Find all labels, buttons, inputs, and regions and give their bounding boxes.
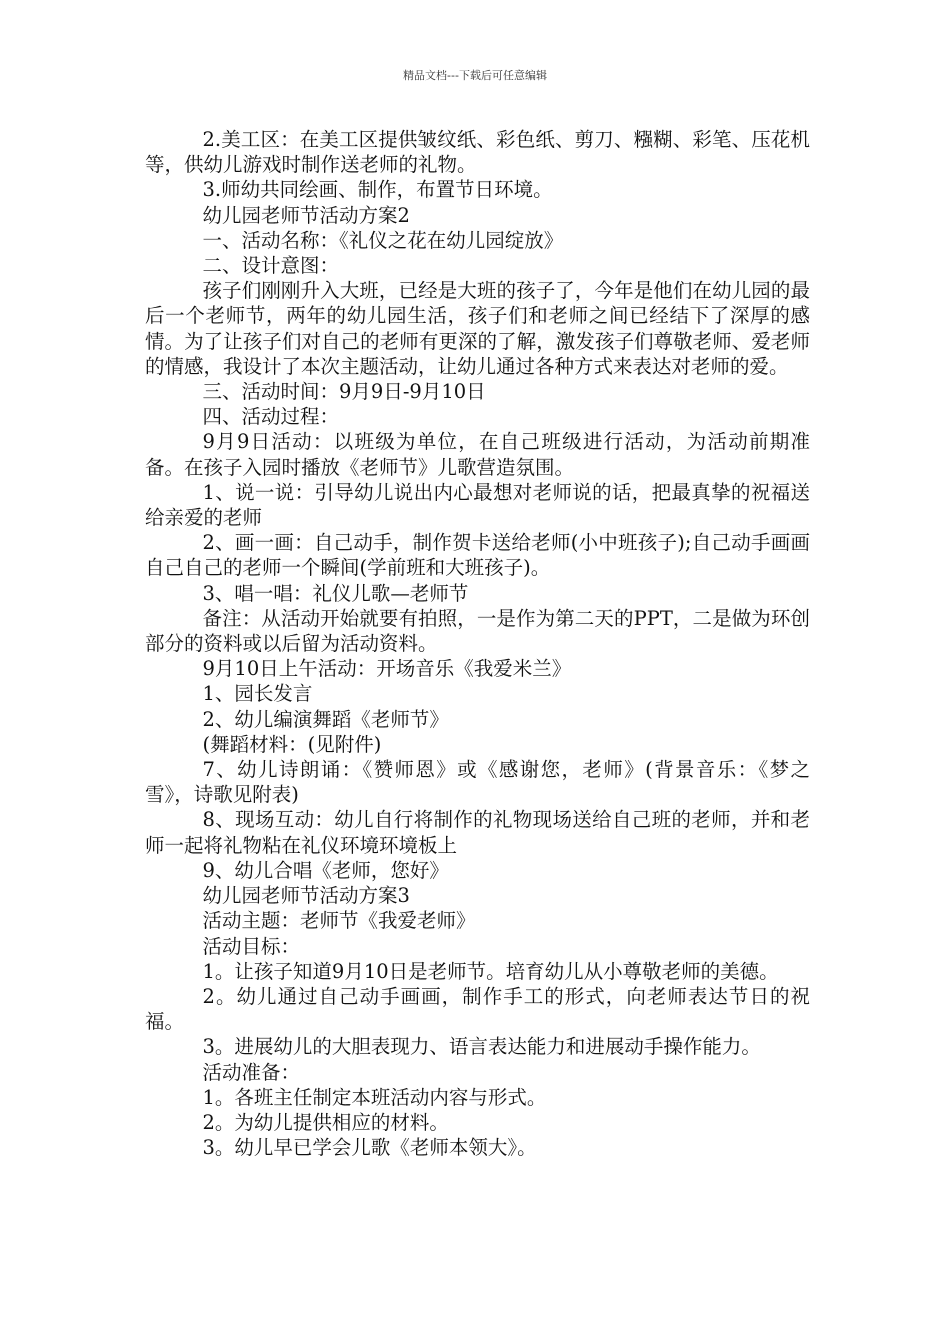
paragraph-activity-process-heading: 四、活动过程： bbox=[202, 405, 340, 429]
paragraph-chorus: 9、幼儿合唱《老师，您好》 bbox=[202, 858, 449, 882]
paragraph-environment: 3.师幼共同绘画、制作，布置节日环境。 bbox=[202, 178, 553, 202]
paragraph-dance-material: (舞蹈材料：(见附件) bbox=[202, 732, 382, 756]
paragraph-preparation-heading: 活动准备： bbox=[202, 1060, 301, 1084]
paragraph-design-intent-heading: 二、设计意图： bbox=[202, 254, 340, 278]
paragraph-goals-heading: 活动目标： bbox=[202, 934, 301, 958]
paragraph-say: 1、说一说：引导幼儿说出内心最想对老师说的话，把最真挚的祝福送给亲爱的老师 bbox=[145, 480, 810, 530]
paragraph-interaction: 8、现场互动：幼儿自行将制作的礼物现场送给自己班的老师，并和老师一起将礼物粘在礼仪环境环境板上 bbox=[145, 808, 810, 857]
section-heading-plan-3: 幼儿园老师节活动方案3 bbox=[202, 884, 410, 908]
paragraph-prep-2: 2。为幼儿提供相应的材料。 bbox=[202, 1110, 449, 1134]
paragraph-prep-3: 3。幼儿早已学会儿歌《老师本领大》。 bbox=[202, 1136, 537, 1160]
paragraph-poem-recital: 7、幼儿诗朗诵：《赞师恩》或《感谢您，老师》(背景音乐：《梦之雪》，诗歌见附表) bbox=[145, 758, 810, 807]
paragraph-activity-time: 三、活动时间：9月9日-9月10日 bbox=[202, 380, 486, 404]
page-header: 精品文档---下载后可任意编辑 bbox=[403, 69, 547, 82]
paragraph-goal-2: 2。幼儿通过自己动手画画，制作手工的形式，向老师表达节日的祝福。 bbox=[145, 984, 810, 1034]
paragraph-note: 备注：从活动开始就要有拍照，一是作为第二天的PPT，二是做为环创部分的资料或以后留为活动资料。 bbox=[145, 606, 810, 656]
paragraph-sep10-morning: 9月10日上午活动：开场音乐《我爱米兰》 bbox=[202, 657, 572, 681]
paragraph-prep-1: 1。各班主任制定本班活动内容与形式。 bbox=[202, 1085, 547, 1109]
document-body bbox=[145, 127, 810, 1160]
paragraph-activity-name: 一、活动名称：《礼仪之花在幼儿园绽放》 bbox=[202, 228, 564, 252]
paragraph-art-area: 2.美工区：在美工区提供皱纹纸、彩色纸、剪刀、糨糊、彩笔、压花机等，供幼儿游戏时制作送老师的礼物。 bbox=[145, 128, 810, 177]
paragraph-sing: 3、唱一唱：礼仪儿歌—老师节 bbox=[202, 581, 469, 605]
paragraph-goal-1: 1。让孩子知道9月10日是老师节。培育幼儿从小尊敬老师的美德。 bbox=[202, 959, 779, 983]
section-heading-plan-2: 幼儿园老师节活动方案2 bbox=[202, 203, 410, 227]
paragraph-draw: 2、画一画：自己动手，制作贺卡送给老师(小中班孩子);自己动手画画自己自己的老师一个瞬间(学前班和大班孩子)。 bbox=[145, 531, 810, 580]
paragraph-goal-3: 3。进展幼儿的大胆表现力、语言表达能力和进展动手操作能力。 bbox=[202, 1035, 761, 1059]
paragraph-activity-theme: 活动主题：老师节《我爱老师》 bbox=[202, 909, 476, 933]
paragraph-sep9-activity: 9月9日活动：以班级为单位，在自己班级进行活动，为活动前期准备。在孩子入园时播放《老师节》儿歌营造氛围。 bbox=[145, 430, 810, 479]
paragraph-design-intent: 孩子们刚刚升入大班，已经是大班的孩子了，今年是他们在幼儿园的最后一个老师节，两年的幼儿园生活，孩子们和老师之间已经结下了深厚的感情。为了让孩子们对自己的老师有更深的了解，激发孩子们尊敬老师、爱老师的情感，我设计了本次主题活动，让幼儿通过各种方式来表达对老师的爱。 bbox=[145, 279, 810, 378]
paragraph-director-speech: 1、园长发言 bbox=[202, 682, 313, 706]
paragraph-dance: 2、幼儿编演舞蹈《老师节》 bbox=[202, 707, 449, 731]
